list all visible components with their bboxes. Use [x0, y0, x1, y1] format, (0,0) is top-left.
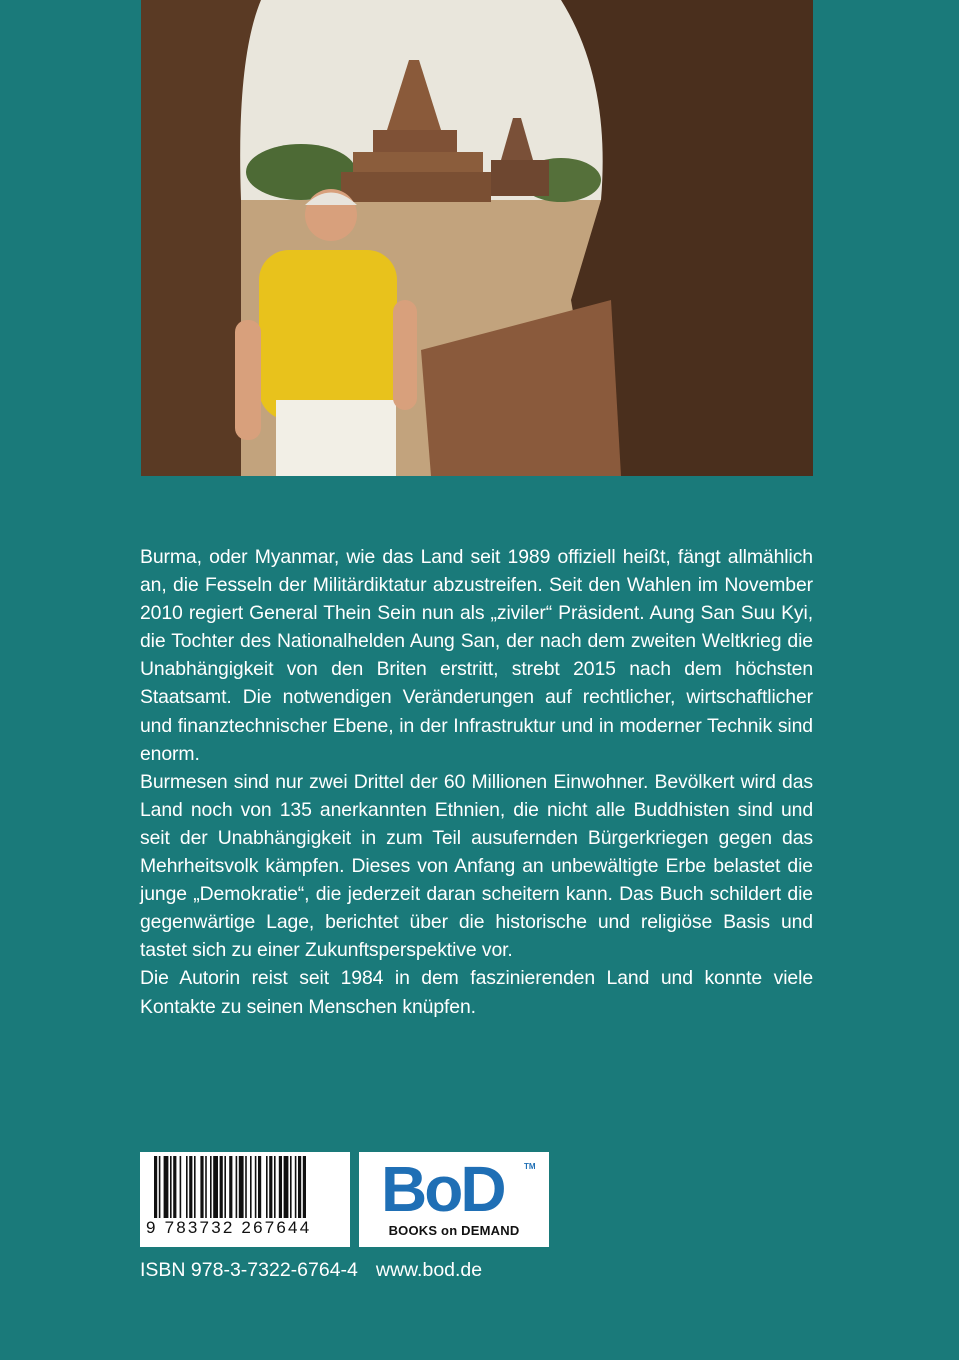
blurb-paragraph: Burmesen sind nur zwei Drittel der 60 Millionen Einwohner. Bevölkert wird das Land noch von 135 anerkannten Ethnien, die nicht alle Buddhisten sind und seit der Unabhängigkeit in zum Teil ausufernden Bürgerkriegen gegen das Mehrheitsvolk kämpfen. Dieses von Anfang an unbewältigte Erbe belastet die junge „Demokratie“, die jederzeit daran scheitern kann. Das Buch schildert die gegenwärtige Lage, berichtet über die historische und religiöse Basis und tastet sich zu einer Zukunftsperspektive vor. — [140, 770, 813, 962]
blurb-paragraph: Die Autorin reist seit 1984 in dem faszinierenden Land und konnte viele Kontakte zu seinen Menschen knüpfen. — [140, 967, 813, 1018]
barcode-digits: 9 783732 267644 — [146, 1218, 312, 1237]
blurb — [140, 543, 813, 1021]
bod-subtitle: BOOKS on DEMAND — [388, 1223, 520, 1238]
barcode — [140, 1152, 350, 1247]
cover-photo — [141, 0, 813, 476]
temple-archway-photo-icon — [141, 0, 813, 476]
blurb-paragraph: Burma, oder Myanmar, wie das Land seit 1989 offiziell heißt, fängt allmählich an, die Fesseln der Militärdiktatur abzustreifen. Seit den Wahlen im November 2010 regiert General Thein Sein nun als „ziviler“ Präsident. Aung San Suu Kyi, die Tochter des Nationalhelden Aung San, der nach dem zweiten Weltkrieg die Unabhängigkeit von den Briten erstritt, strebt 2015 nach dem höchsten Staatsamt. Die notwendigen Veränderungen auf rechtlicher, wirtschaftlicher und finanztechnischer Ebene, in der Infrastruktur und in moderner Technik sind enorm. — [140, 546, 813, 765]
bod-logo-mark: BoD — [381, 1153, 504, 1225]
isbn-footer — [140, 1259, 500, 1282]
isbn-text: ISBN 978-3-7322-6764-4 — [140, 1259, 358, 1281]
website-link[interactable]: www.bod.de — [375, 1259, 483, 1281]
barcode-bars-icon — [140, 1152, 350, 1222]
bod-trademark: TM — [524, 1162, 536, 1171]
publisher-logo — [359, 1152, 549, 1247]
